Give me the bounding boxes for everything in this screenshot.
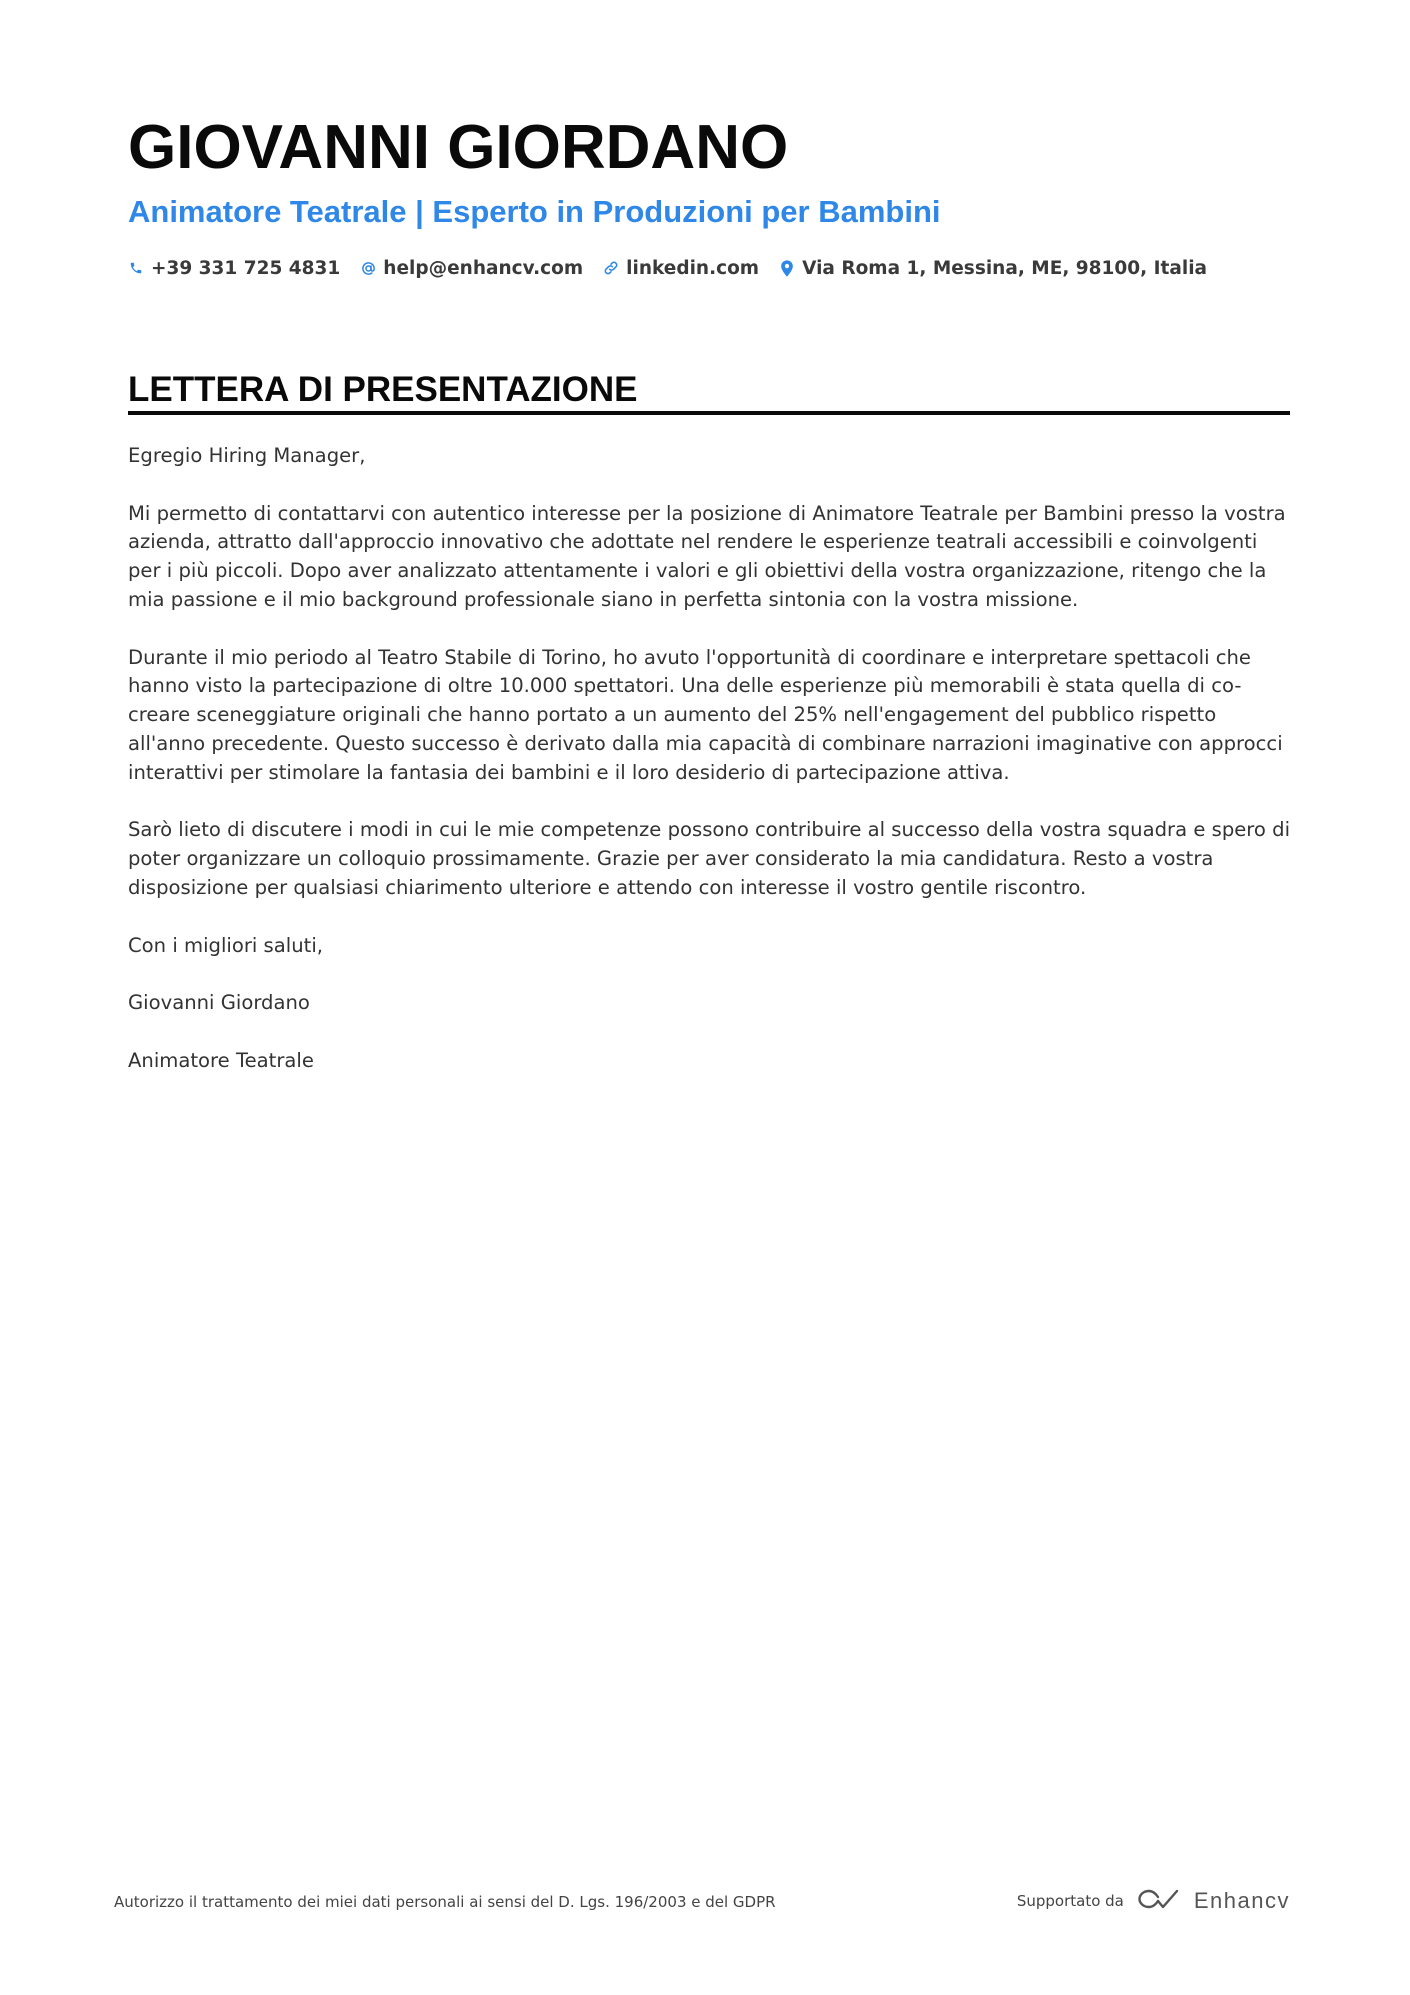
contact-phone-text: +39 331 725 4831 [151,257,341,279]
section-divider [128,411,1290,415]
applicant-name: GIOVANNI GIORDANO [128,113,789,182]
signature-title: Animatore Teatrale [128,1048,314,1072]
enhancv-brand-name: Enhancv [1193,1888,1290,1913]
location-pin-icon [779,259,795,277]
contact-bar [128,254,1207,282]
at-sign-icon [360,259,376,277]
footer-brand[interactable] [1017,1886,1290,1916]
contact-address[interactable] [779,258,1207,279]
letter-paragraph-1: Mi permetto di contattarvi con autentico interesse per la posizione di Animatore Teatrale per Bambini presso la vostra azienda, attratto dall'approccio innovativo che adottate nel rendere le esperienze teatrali accessibili e coinvolgenti per i più piccoli. Dopo aver analizzato attentamente i valori e gli obiettivi della vostra organizzazione, ritengo che la mia passione e il mio background professionale siano in perfetta sintonia con la vostra missione. [128,501,1286,611]
letter-greeting: Egregio Hiring Manager, [128,444,366,467]
letter-paragraph-2: Durante il mio periodo al Teatro Stabile di Torino, ho avuto l'opportunità di coordinare e interpretare spettacoli che hanno visto la partecipazione di oltre 10.000 spettatori. Una delle esperienze più memorabili è stata quella di co-creare sceneggiature originali che hanno portato a un aumento del 25% nell'engagement del pubblico rispetto all'anno precedente. Questo successo è derivato dalla mia capacità di combinare narrazioni imaginative con approcci interattivi per stimolare la fantasia dei bambini e il loro desiderio di partecipazione attiva. [128,645,1283,784]
link-icon [603,259,619,277]
supported-by-label: Supportato da [1016,1892,1124,1910]
contact-email-text: help@enhancv.com [383,257,584,279]
privacy-consent-note: Autorizzo il trattamento dei miei dati personali ai sensi del D. Lgs. 196/2003 e del GDPR [114,1893,776,1911]
signature-name: Giovanni Giordano [128,991,310,1015]
applicant-headline: Animatore Teatrale | Esperto in Produzioni per Bambini [128,194,941,229]
contact-address-text: Via Roma 1, Messina, ME, 98100, Italia [802,257,1208,279]
letter-closing: Con i migliori saluti, [128,933,323,957]
section-title: LETTERA DI PRESENTAZIONE [128,370,638,409]
contact-phone[interactable] [128,258,340,279]
letter-paragraph-3: Sarò lieto di discutere i modi in cui le mie competenze possono contribuire al successo della vostra squadra e spero di poter organizzare un colloquio prossimamente. Grazie per aver considerato la mia candidatura. Resto a vostra disposizione per qualsiasi chiarimento ulteriore e attendo con interesse il vostro gentile riscontro. [128,818,1291,899]
phone-icon [128,259,144,277]
contact-linkedin[interactable] [603,258,759,279]
contact-linkedin-text: linkedin.com [626,257,760,279]
contact-email[interactable] [360,258,583,279]
enhancv-logo-icon [1136,1887,1182,1915]
letter-body [128,442,1293,1104]
